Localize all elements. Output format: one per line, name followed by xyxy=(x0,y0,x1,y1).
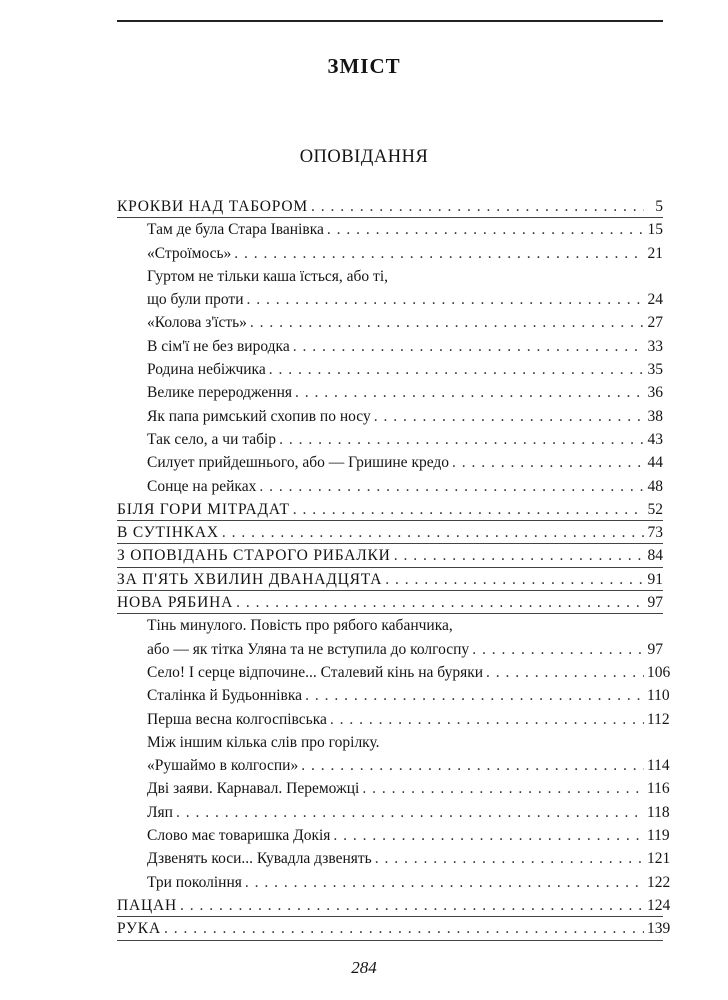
toc-entry-title: Ляп xyxy=(147,803,173,821)
toc-entry-page: 121 xyxy=(647,850,671,868)
toc-entry-top xyxy=(117,894,671,917)
toc-entry-page: 122 xyxy=(647,873,671,891)
toc-entry-title: Гуртом не тільки каша їсться, або ті, xyxy=(147,267,389,285)
toc-entry-page: 84 xyxy=(647,547,663,565)
toc-entry-top xyxy=(117,498,663,521)
dot-leader xyxy=(362,777,644,800)
toc-entry-page: 116 xyxy=(647,780,670,798)
toc-entry-sub xyxy=(117,638,663,661)
toc-entry-sub xyxy=(117,451,663,474)
dot-leader xyxy=(486,661,644,684)
toc-entry-title: В СУТІНКАХ xyxy=(117,524,219,542)
toc-entry-page: 114 xyxy=(647,757,670,775)
toc-entry-sub xyxy=(117,265,663,288)
toc-entry-title: Слово має товаришка Докія xyxy=(147,827,331,845)
toc-entry-title: «Колова з'їсть» xyxy=(147,314,247,332)
toc-entry-sub xyxy=(117,708,670,731)
dot-leader xyxy=(301,754,644,777)
dot-leader xyxy=(330,708,644,731)
toc-entry-top xyxy=(117,544,663,567)
toc-entry-page: 36 xyxy=(647,384,663,402)
toc-entry-page: 119 xyxy=(647,827,670,845)
toc-entry-sub xyxy=(117,242,663,265)
dot-leader xyxy=(259,475,644,498)
toc-entry-sub xyxy=(117,684,670,707)
toc-entry-title: Так село, а чи табір xyxy=(147,430,277,448)
section-heading: ОПОВІДАННЯ xyxy=(299,147,429,167)
dot-leader xyxy=(374,405,644,428)
dot-leader xyxy=(293,498,644,521)
toc-entry-title: Там де була Стара Іванівка xyxy=(147,221,324,239)
toc-entry-title: Три покоління xyxy=(147,873,242,891)
dot-leader xyxy=(385,568,644,591)
toc-entry-page: 21 xyxy=(647,244,663,262)
toc-entry-page: 52 xyxy=(647,500,663,518)
dot-leader xyxy=(245,871,644,894)
page-number: 284 xyxy=(351,958,377,977)
toc-entry-sub xyxy=(117,824,670,847)
dot-leader xyxy=(333,824,644,847)
dot-leader xyxy=(311,195,644,218)
dot-leader xyxy=(164,917,644,940)
toc-entry-page: 110 xyxy=(647,687,670,705)
dot-leader xyxy=(176,801,644,824)
toc-entry-top xyxy=(117,917,671,940)
toc-entry-title: Силует прийдешнього, або — Гришине кредо xyxy=(147,454,450,472)
toc-entry-sub xyxy=(117,218,663,241)
toc-entry-sub xyxy=(117,358,663,381)
toc-entry-page: 35 xyxy=(647,361,663,379)
dot-leader xyxy=(472,638,644,661)
toc-entry-sub xyxy=(117,614,663,637)
toc-entry-title: НОВА РЯБИНА xyxy=(117,594,234,612)
toc-entry-page: 5 xyxy=(655,198,663,215)
toc-entry-sub xyxy=(117,475,663,498)
dot-leader xyxy=(295,381,644,404)
toc-entry-top xyxy=(117,591,663,614)
dot-leader xyxy=(236,591,644,614)
toc-entry-title: Село! І серце відпочине... Сталевий кінь на буряки xyxy=(147,663,484,681)
toc-entry-top xyxy=(117,195,663,218)
toc-entry-sub xyxy=(117,381,663,404)
dot-leader xyxy=(250,311,644,334)
toc-entry-sub xyxy=(117,847,671,870)
toc-entry-title: РУКА xyxy=(117,920,161,938)
toc-entry-page: 48 xyxy=(647,477,663,495)
toc-entry-title: Велике переродження xyxy=(147,384,292,402)
toc-entry-title: Сталінка й Будьоннівка xyxy=(147,687,303,705)
dot-leader xyxy=(222,521,644,544)
toc-entry-title: або — як тітка Уляна та не вступила до колгоспу xyxy=(147,640,470,658)
toc-entry-title: БІЛЯ ГОРИ МІТРАДАТ xyxy=(117,500,290,518)
toc-entry-title: ЗА П'ЯТЬ ХВИЛИН ДВАНАДЦЯТА xyxy=(117,570,383,588)
toc-entry-title: В сім'ї не без виродка xyxy=(147,337,290,355)
toc-entry-sub xyxy=(117,754,670,777)
toc-entry-title: Дзвенять коси... Кувадла дзвенять xyxy=(147,850,372,868)
table-of-contents xyxy=(117,195,671,941)
dot-leader xyxy=(452,451,644,474)
toc-entry-title: З ОПОВІДАНЬ СТАРОГО РИБАЛКИ xyxy=(117,547,391,565)
toc-entry-title: КРОКВИ НАД ТАБОРОМ xyxy=(117,198,308,215)
toc-entry-title: Перша весна колгоспівська xyxy=(147,710,327,728)
toc-entry-title: Дві заяви. Карнавал. Переможці xyxy=(147,780,360,798)
toc-entry-title: Між іншим кілька слів про горілку. xyxy=(147,733,380,751)
toc-entry-page: 43 xyxy=(647,430,663,448)
toc-entry-page: 97 xyxy=(647,594,663,612)
toc-entry-page: 91 xyxy=(647,570,663,588)
toc-entry-page: 106 xyxy=(647,663,671,681)
toc-entry-page: 73 xyxy=(647,524,663,542)
toc-entry-title: Родина небіжчика xyxy=(147,361,266,379)
toc-entry-top xyxy=(117,568,663,591)
dot-leader xyxy=(247,288,645,311)
toc-entry-sub xyxy=(117,871,671,894)
toc-entry-sub xyxy=(117,428,663,451)
dot-leader xyxy=(180,894,644,917)
toc-entry-sub xyxy=(117,731,663,754)
entry-underline xyxy=(117,940,663,941)
dot-leader xyxy=(375,847,644,870)
page-title: ЗМІСТ xyxy=(327,54,401,78)
dot-leader xyxy=(305,684,644,707)
top-rule xyxy=(117,20,663,22)
toc-entry-page: 15 xyxy=(647,221,663,239)
toc-entry-page: 44 xyxy=(647,454,663,472)
toc-entry-sub xyxy=(117,661,671,684)
toc-entry-sub xyxy=(117,405,663,428)
dot-leader xyxy=(269,358,644,381)
toc-entry-page: 118 xyxy=(647,803,670,821)
toc-entry-sub xyxy=(117,288,663,311)
toc-entry-sub xyxy=(117,801,670,824)
dot-leader xyxy=(293,335,644,358)
toc-entry-top xyxy=(117,521,663,544)
toc-entry-title: «Рушаймо в колгоспи» xyxy=(147,757,299,775)
toc-entry-page: 124 xyxy=(647,896,671,914)
toc-entry-sub xyxy=(117,311,663,334)
toc-entry-title: Сонце на рейках xyxy=(147,477,257,495)
dot-leader xyxy=(234,242,644,265)
toc-entry-title: Як папа римський схопив по носу xyxy=(147,407,371,425)
toc-entry-page: 38 xyxy=(647,407,663,425)
toc-entry-page: 97 xyxy=(647,640,663,658)
dot-leader xyxy=(279,428,644,451)
toc-entry-page: 112 xyxy=(647,710,670,728)
toc-entry-sub xyxy=(117,777,670,800)
toc-entry-title: ПАЦАН xyxy=(117,896,177,914)
dot-leader xyxy=(327,218,644,241)
toc-entry-page: 33 xyxy=(647,337,663,355)
toc-entry-title: що були проти xyxy=(147,291,244,309)
toc-entry-page: 24 xyxy=(647,291,663,309)
toc-entry-page: 27 xyxy=(647,314,663,332)
toc-entry-title: «Строїмось» xyxy=(147,244,232,262)
toc-entry-page: 139 xyxy=(647,920,671,938)
toc-entry-title: Тінь минулого. Повість про рябого кабанчика, xyxy=(147,617,453,635)
dot-leader xyxy=(394,544,644,567)
toc-entry-sub xyxy=(117,335,663,358)
